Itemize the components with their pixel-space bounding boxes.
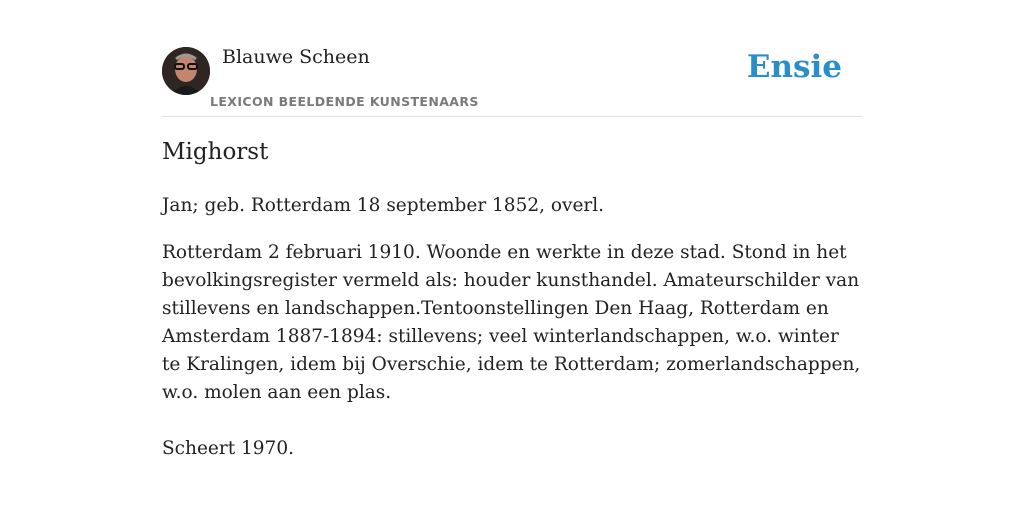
avatar[interactable] (162, 47, 210, 95)
portrait-icon (162, 47, 210, 95)
article-paragraph-2: Rotterdam 2 februari 1910. Woonde en werkte in deze stad. Stond in het bevolkingsregister vermeld als: houder kunsthandel. Amateurschilder van stillevens en landschappen.Tentoonstellingen Den Haag, Rotterdam en Amsterdam 1887-1894: stillevens; veel winterlandschappen, w.o. winter te Kralingen, idem bij Overschie, idem te Rotterdam; zomerlandschappen, w.o. molen aan een plas. (162, 242, 861, 403)
article-paragraph-1: Jan; geb. Rotterdam 18 september 1852, overl. (162, 195, 605, 216)
article-source: Scheert 1970. (162, 438, 294, 459)
author-name[interactable]: Blauwe Scheen (222, 46, 370, 68)
page-title: Mighorst (162, 139, 269, 165)
header (162, 0, 862, 117)
collection-label[interactable]: LEXICON BEELDENDE KUNSTENAARS (210, 94, 479, 109)
brand-logo[interactable]: Ensie (746, 49, 842, 85)
page (162, 0, 862, 459)
